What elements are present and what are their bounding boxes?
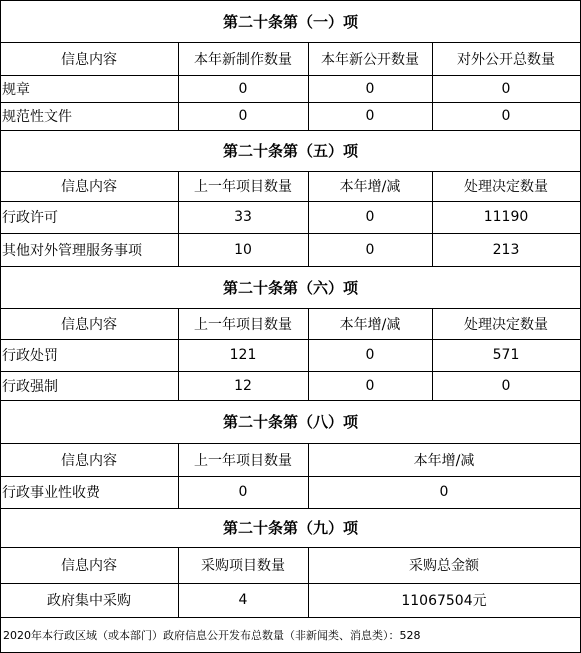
table-cell: 213	[492, 241, 520, 258]
row-label: 规章	[2, 81, 30, 98]
section-title: 第二十条第（八）项	[222, 413, 358, 431]
column-header: 本年新公开数量	[321, 51, 419, 68]
column-header: 对外公开总数量	[457, 51, 555, 68]
table-cell: 0	[365, 108, 375, 124]
table-cell: 0	[501, 108, 511, 124]
column-header: 信息内容	[61, 51, 117, 68]
table-cell: 11190	[483, 209, 529, 225]
column-header: 信息内容	[61, 558, 117, 574]
table-cell: 0	[439, 484, 449, 500]
column-header: 采购总金额	[409, 558, 479, 574]
table-cell: 571	[492, 347, 520, 363]
column-header: 信息内容	[61, 179, 117, 195]
column-header: 上一年项目数量	[194, 179, 292, 195]
table-cell: 0	[501, 377, 511, 394]
table-cell: 0	[365, 377, 375, 394]
table-cell: 11067504元	[401, 593, 487, 609]
row-label: 其他对外管理服务事项	[2, 242, 142, 259]
column-header: 处理决定数量	[464, 179, 548, 195]
footer-total: 2020年本行政区域（或本部门）政府信息公开发布总数量（非新闻类、消息类）：528	[3, 628, 421, 642]
table-cell: 33	[234, 209, 252, 225]
table-cell: 4	[238, 592, 248, 608]
table-cell: 0	[501, 80, 511, 97]
table-cell: 0	[365, 241, 375, 258]
table-cell: 0	[365, 347, 375, 363]
column-header: 上一年项目数量	[194, 316, 292, 333]
row-label: 行政许可	[2, 210, 58, 226]
row-label: 行政事业性收费	[2, 485, 100, 501]
column-header: 采购项目数量	[201, 558, 285, 574]
row-label: 行政处罚	[2, 348, 58, 364]
column-header: 信息内容	[61, 452, 117, 469]
row-label: 政府集中采购	[47, 593, 131, 609]
table-cell: 10	[234, 241, 252, 258]
table-cell: 0	[238, 484, 248, 500]
column-header: 上一年项目数量	[194, 452, 292, 469]
section-title: 第二十条第（九）项	[222, 519, 358, 537]
table-cell: 0	[365, 80, 375, 97]
table-cell: 12	[234, 377, 252, 394]
column-header: 处理决定数量	[464, 316, 548, 333]
column-header: 本年增/减	[413, 452, 475, 469]
section-title: 第二十条第（六）项	[222, 278, 358, 297]
table-cell: 0	[365, 209, 375, 225]
section-title: 第二十条第（五）项	[222, 142, 358, 160]
row-label: 规范性文件	[2, 109, 72, 125]
table-cell: 0	[238, 108, 248, 124]
section-title: 第二十条第（一）项	[222, 12, 358, 31]
column-header: 本年增/减	[339, 316, 401, 333]
column-header: 本年增/减	[339, 179, 401, 195]
table-cell: 0	[238, 80, 248, 97]
table-cell: 121	[229, 347, 257, 363]
column-header: 信息内容	[61, 316, 117, 333]
row-label: 行政强制	[2, 378, 58, 395]
column-header: 本年新制作数量	[194, 51, 292, 68]
